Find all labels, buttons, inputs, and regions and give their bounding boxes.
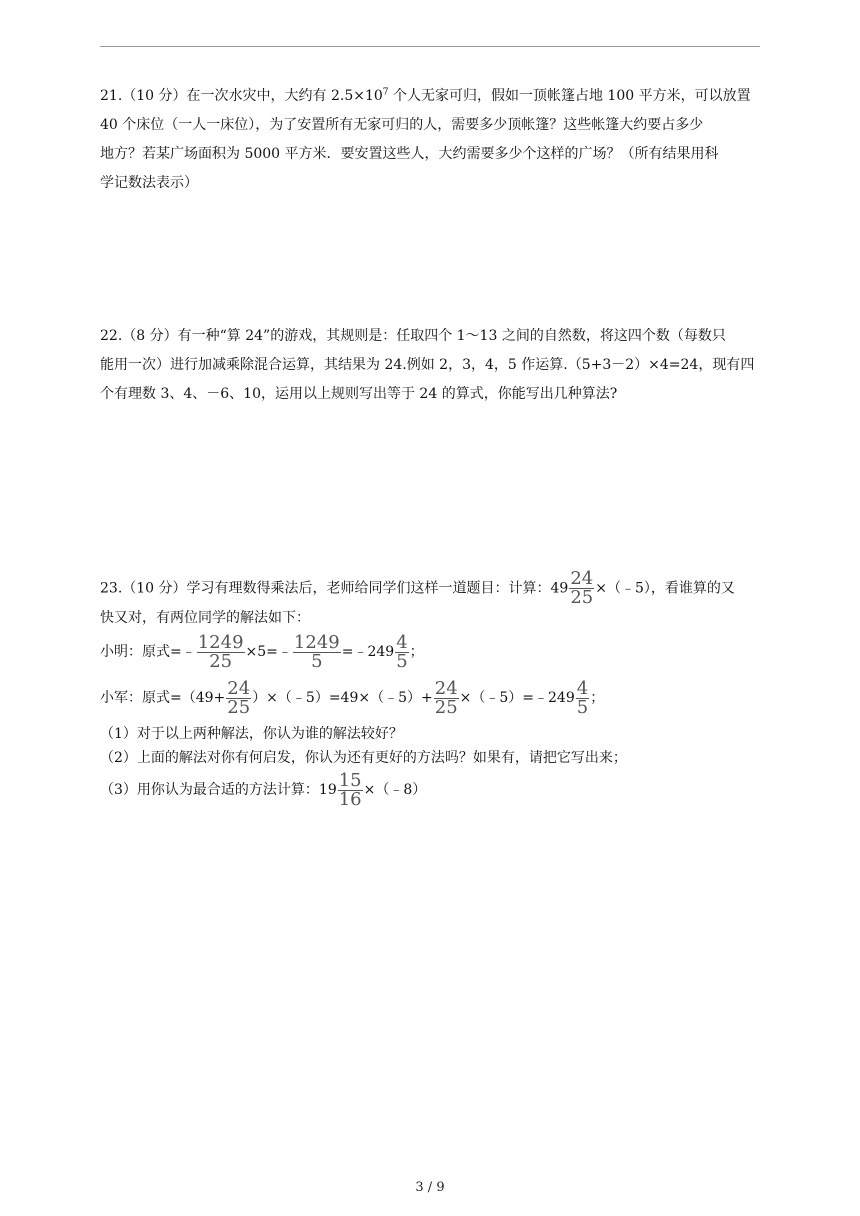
q23-line2: 快又对，有两位同学的解法如下： bbox=[100, 610, 310, 626]
xiaoming-solution: 小明：原式=﹣ $\frac{1249}{25}$ ×5=﹣ $\frac{1249}{5}$ =﹣249 $\frac{4}{5}$ ； bbox=[100, 631, 424, 672]
q21-line3: 地方？若某广场面积为 5000 平方米．要安置这些人，大约需要多少个这样的广场？（所有结果用科 bbox=[100, 146, 719, 162]
q23-sub1: （1）对于以上两种解法，你认为谁的解法较好？ bbox=[100, 726, 403, 742]
q23-sub2: （2）上面的解法对你有何启发，你认为还有更好的方法吗？如果有，请把它写出来； bbox=[100, 750, 627, 766]
fraction-4-5: $\frac{4}{5}$ bbox=[396, 631, 408, 672]
header-rule bbox=[100, 46, 760, 47]
fraction-24-25: $\frac{24}{25}$ bbox=[434, 677, 458, 718]
page-number: 3 / 9 bbox=[415, 1180, 445, 1195]
question-21 bbox=[100, 82, 764, 198]
q23-sub3: （3）用你认为最合适的方法计算：19 $\frac{15}{16}$ ×（﹣8） bbox=[100, 769, 427, 810]
q21-line2: 40 个床位（一人一床位），为了安置所有无家可归的人，需要多少顶帐篷？这些帐篷大约要占多少 bbox=[100, 117, 704, 133]
question-23 bbox=[100, 570, 764, 810]
q22-line2: 能用一次）进行加减乘除混合运算，其结果为 24.例如 2，3，4，5 作运算.（5+3－2）×4=24，现有四 bbox=[100, 357, 755, 373]
fraction-24-25: $\frac{24}{25}$ bbox=[570, 568, 594, 608]
q22-line3: 个有理数 3、4、－6、10，运用以上规则写出等于 24 的算式，你能写出几种算法? bbox=[100, 386, 618, 402]
xiaojun-solution: 小军：原式=（49+ $\frac{24}{25}$ ）×（﹣5）=49×（﹣5）+ $\frac{24}{25}$ ×（﹣5）=﹣249 $\frac{4}{5}$ ； bbox=[100, 677, 605, 718]
question-22 bbox=[100, 322, 764, 409]
fraction-1249-5: $\frac{1249}{5}$ bbox=[293, 631, 340, 672]
fraction-24-25: $\frac{24}{25}$ bbox=[227, 677, 251, 718]
q21-exponent: 7 bbox=[382, 87, 389, 98]
q21-line4: 学记数法表示） bbox=[100, 175, 198, 191]
fraction-1249-25: $\frac{1249}{25}$ bbox=[197, 631, 244, 672]
fraction-4-5: $\frac{4}{5}$ bbox=[576, 677, 589, 718]
q21-line1: 21.（10 分）在一次水灾中，大约有 $2.5\times 10^7$ 个人无家可归，假如一顶帐篷占地 100 平方米，可以放置 bbox=[100, 87, 751, 104]
q22-line1: 22.（8 分）有一种“算 24”的游戏，其规则是：任取四个 1～13 之间的自然数，将这四个数（每数只 bbox=[100, 328, 726, 344]
fraction-15-16: $\frac{15}{16}$ bbox=[338, 769, 362, 810]
q23-line1: 23.（10 分）学习有理数得乘法后，老师给同学们这样一道题目：计算：49 $\frac{24}{25}$ ×（﹣5），看谁算的又 bbox=[100, 568, 735, 608]
